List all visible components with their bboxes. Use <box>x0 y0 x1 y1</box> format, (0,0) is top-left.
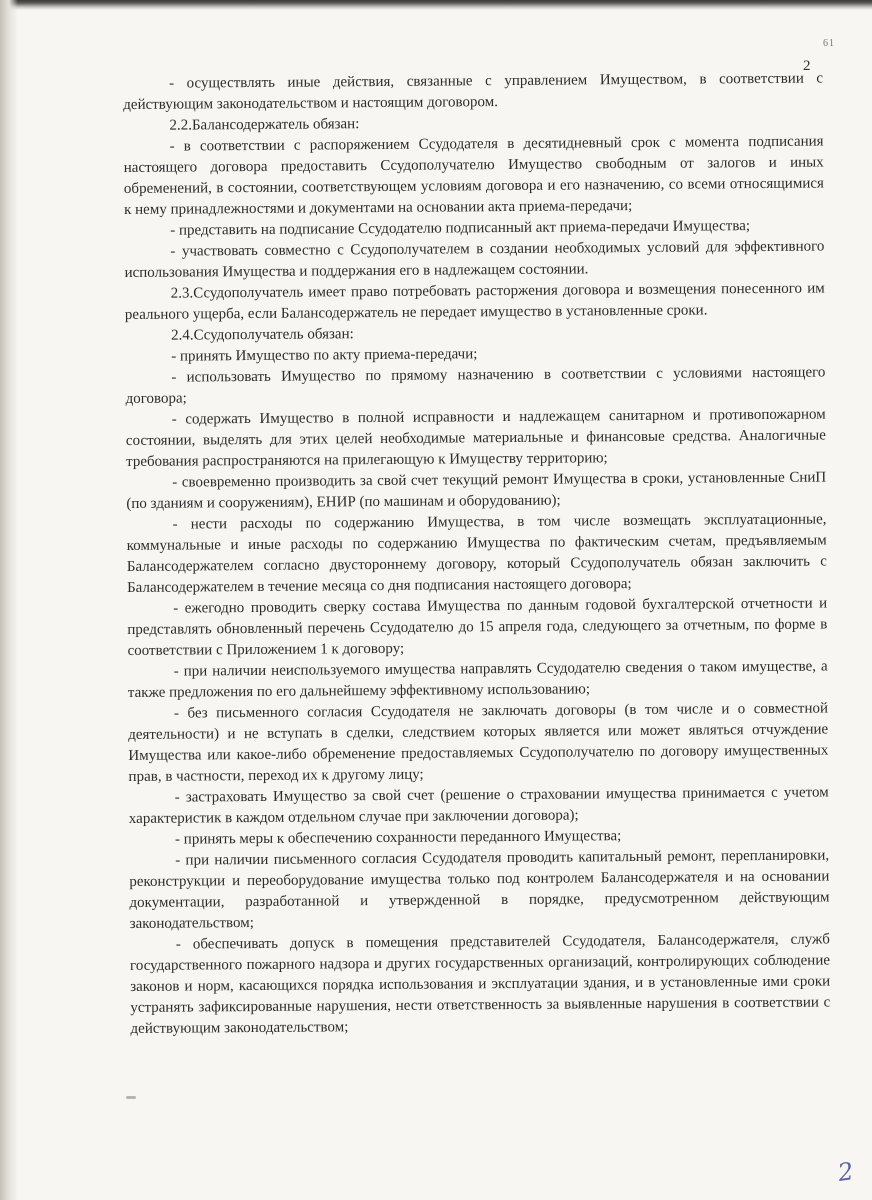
document-body <box>123 69 831 1040</box>
section-heading: 2.4.Ссудополучатель обязан: <box>170 326 354 344</box>
paragraph: - участвовать совместно с Ссудополучателем в создании необходимых условий для эффективного использования Имущества и поддержания его в надлежащем состоянии. <box>124 238 825 281</box>
paragraph: - в соответствии с распоряжением Ссудодателя в десятидневный срок с момента подписания настоящего договора предоставить Ссудополучателю Имущество свободным от залогов и иных обременений, в состоянии, соответствующем условиям договора и его назначению, со всеми относящимися к нему принадлежностями и документами на основании акта приема-передачи; <box>123 133 824 218</box>
paragraph: - нести расходы по содержанию Имущества, в том числе возмещать эксплуатационные, коммунальные и иные расходы по содержанию Имущества по фактическим счетам, предъявляемым Балансодержателем согласно двустороннему договору, который Ссудополучатель обязан заключить с Балансодержателем в течение месяца со дня подписания настоящего договора; <box>126 511 827 596</box>
paragraph: 2.3.Ссудополучатель имеет право потребовать расторжения договора и возмещения понесенного им реального ущерба, если Балансодержатель не передает имущество в установленные сроки. <box>124 280 825 323</box>
page-number: 2 <box>803 58 811 74</box>
paragraph: - ежегодно проводить сверку состава Имущества по данным годовой бухгалтерской отчетности и представлять обновленный перечень Ссудодателю до 15 апреля года, следующего за отчетным, по форме в соответствии с Приложением 1 к договору; <box>127 595 828 659</box>
paragraph: - обеспечивать допуск в помещения представителей Ссудодателя, Балансодержателя, служб государственного пожарного надзора и других государственных организаций, контролирующих соблюдение законов и норм, касающихся порядка использования и эксплуатации здания, и в установленные ими сроки устранять зафиксированные нарушения, нести ответственность за выявленные нарушения в соответствии с действующим законодательством; <box>129 931 831 1037</box>
paragraph: - при наличии неиспользуемого имущества направлять Ссудодателю сведения о таком имуществе, а также предложения по его дальнейшему эффективному использованию; <box>127 658 828 701</box>
paragraph: - принять меры к обеспечению сохранности переданного Имущества; <box>174 828 622 848</box>
handwritten-page-number: 2 <box>836 1157 856 1187</box>
paragraph: - при наличии письменного согласия Ссудодателя проводить капитальный ремонт, перепланировки, реконструкции и переоборудование имущества только под контролем Балансодержателя и на основании документации, разработанной и утвержденной в порядке, предусмотренном действующим законодательством; <box>129 847 830 932</box>
paragraph: - осуществлять иные действия, связанные с управлением Имуществом, в соответствии с действующим законодательством и настоящим договором. <box>123 70 824 113</box>
paragraph: - принять Имущество по акту приема-передачи; <box>171 346 478 365</box>
scan-top-edge <box>0 0 872 10</box>
paragraph: - представить на подписание Ссудодателю подписанный акт приема-передачи Имущества; <box>170 218 751 239</box>
corner-mark: 61 <box>823 38 835 49</box>
paragraph: - без письменного согласия Ссудодателя не заключать договоры (в том числе и о совместной деятельности) и не вступать в сделки, следствием которых является или может являться отчуждение Имущества или какое-либо обременение предоставляемых Ссудополучателю по договору имущественных прав, в частности, переход их к другому лицу; <box>128 700 829 785</box>
scan-left-edge <box>0 0 18 1200</box>
paragraph: - содержать Имущество в полной исправности и надлежащем санитарном и противопожарном состоянии, выделять для этих целей необходимые материальные и финансовые средства. Аналогичные требования распространяются на прилегающую к Имуществу территорию; <box>125 406 826 470</box>
paragraph: - застраховать Имущество за свой счет (решение о страховании имущества принимается с учетом характеристик в каждом отдельном случае при заключении договора); <box>128 784 829 827</box>
section-heading: 2.2.Балансодержатель обязан: <box>169 116 360 134</box>
paragraph: - использовать Имущество по прямому назначению в соответствии с условиями настоящего договора; <box>125 364 826 407</box>
paragraph: - своевременно производить за свой счет текущий ремонт Имущества в сроки, установленные СниП (по зданиям и сооружениям), ЕНИР (по машинам и оборудованию); <box>126 469 827 512</box>
scan-mark <box>126 1096 136 1099</box>
